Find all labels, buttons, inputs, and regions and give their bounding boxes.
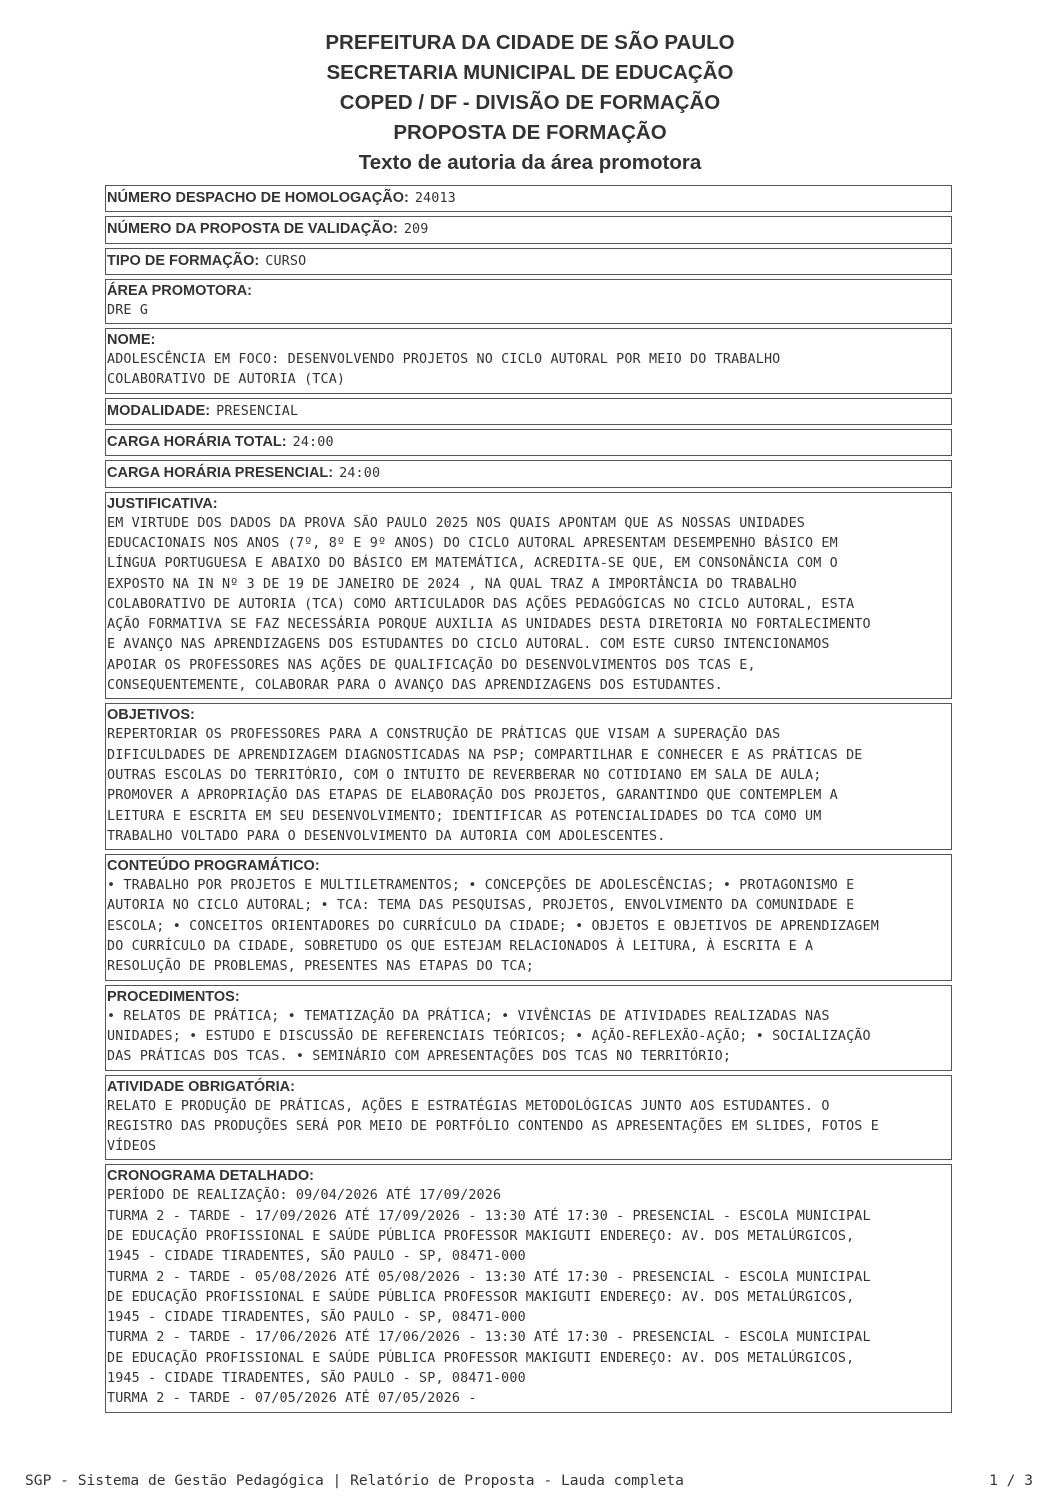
field-despacho <box>105 185 952 212</box>
field-label: OBJETIVOS: <box>107 707 195 724</box>
field-label: CRONOGRAMA DETALHADO: <box>107 1168 315 1185</box>
field-label: NÚMERO DESPACHO DE HOMOLOGAÇÃO: <box>107 190 409 206</box>
field-value: REPERTORIAR OS PROFESSORES PARA A CONSTRUÇÃO DE PRÁTICAS QUE VISAM A SUPERAÇÃO DAS DIFICULDADES DE APRENDIZAGEM DIAGNOSTICADAS NA PSP; COMPARTILHAR E CONHECER E AS PRÁTICAS DE OUTRAS ESCOLAS DO TERRITÓRIO, COM O INTUITO DE REVERBERAR NO COTIDIANO EM SALA DE AULA; PROMOVER A APROPRIAÇÃO DAS ETAPAS DE ELABORAÇÃO DOS PROJETOS, GARANTINDO QUE CONTEMPLEM A LEITURA E ESCRITA EM SEU DESENVOLVIMENTO; IDENTIFICAR AS POTENCIALIDADES DO TCA COMO UM TRABALHO VOLTADO PARA O DESENVOLVIMENTO DA AUTORIA COM ADOLESCENTES. <box>107 727 863 844</box>
field-label: PROCEDIMENTOS: <box>107 988 240 1005</box>
field-tipo <box>105 248 952 275</box>
page-number: 1 / 3 <box>989 1472 1033 1489</box>
field-label: CONTEÚDO PROGRAMÁTICO: <box>107 858 320 875</box>
document-header <box>0 28 1060 178</box>
header-line-secretaria: SECRETARIA MUNICIPAL DE EDUCAÇÃO <box>326 61 734 84</box>
field-value: • TRABALHO POR PROJETOS E MULTILETRAMENTOS; • CONCEPÇÕES DE ADOLESCÊNCIAS; • PROTAGONISMO E AUTORIA NO CICLO AUTORAL; • TCA: TEMA DAS PESQUISAS, PROJETOS, ENVOLVIMENTO DA COMUNIDADE E ESCOLA; • CONCEITOS ORIENTADORES DO CURRÍCULO DA CIDADE; • OBJETOS E OBJETIVOS DE APRENDIZAGEM DO CURRÍCULO DA CIDADE, SOBRETUDO OS QUE ESTEJAM RELACIONADOS À LEITURA, À ESCRITA E A RESOLUÇÃO DE PROBLEMAS, PRESENTES NAS ETAPAS DO TCA; <box>107 878 879 975</box>
header-line-coped: COPED / DF - DIVISÃO DE FORMAÇÃO <box>339 91 721 114</box>
field-value: 209 <box>403 222 429 238</box>
header-line-proposta: PROPOSTA DE FORMAÇÃO <box>393 121 667 144</box>
proposal-fields <box>105 185 952 1417</box>
field-label: MODALIDADE: <box>107 402 211 419</box>
field-carga-total <box>105 429 952 456</box>
header-line-autoria: Texto de autoria da área promotora <box>358 151 702 174</box>
field-value: RELATO E PRODUÇÃO DE PRÁTICAS, AÇÕES E ESTRATÉGIAS METODOLÓGICAS JUNTO AOS ESTUDANTES. O REGISTRO DAS PRODUÇÕES SERÁ POR MEIO DE PORTFÓLIO CONTENDO AS APRESENTAÇÕES EM SLIDES, FOTOS E VÍDEOS <box>107 1098 879 1155</box>
field-value: EM VIRTUDE DOS DADOS DA PROVA SÃO PAULO 2025 NOS QUAIS APONTAM QUE AS NOSSAS UNIDADES EDUCACIONAIS NOS ANOS (7º, 8º E 9º ANOS) DO CICLO AUTORAL APRESENTAM DESEMPENHO BÁSICO EM LÍNGUA PORTUGUESA E ABAIXO DO BÁSICO EM MATEMÁTICA, ACREDITA-SE QUE, EM CONSONÂNCIA COM O EXPOSTO NA IN Nº 3 DE 19 DE JANEIRO DE 2024 , NA QUAL TRAZ A IMPORTÂNCIA DO TRABALHO COLABORATIVO DE AUTORIA (TCA) COMO ARTICULADOR DAS AÇÕES PEDAGÓGICAS NO CICLO AUTORAL, ESTA AÇÃO FORMATIVA SE FAZ NECESSÁRIA PORQUE AUXILIA AS UNIDADES DESTA DIRETORIA NO FORTALECIMENTO E AVANÇO NAS APRENDIZAGENS DOS ESTUDANTES DO CICLO AUTORAL. COM ESTE CURSO INTENCIONAMOS APOIAR OS PROFESSORES NAS AÇÕES DE QUALIFICAÇÃO DO DESENVOLVIMENTOS DOS TCAS E, CONSEQUENTEMENTE, COLABORAR PARA O AVANÇO DAS APRENDIZAGENS DOS ESTUDANTES. <box>107 515 871 694</box>
field-procedimentos <box>105 985 952 1071</box>
field-label: NOME: <box>107 332 156 349</box>
field-label: CARGA HORÁRIA PRESENCIAL: <box>107 465 334 482</box>
field-label: JUSTIFICATIVA: <box>107 495 218 512</box>
field-nome <box>105 328 952 394</box>
field-justificativa <box>105 492 952 700</box>
field-objetivos <box>105 703 952 850</box>
footer-text: SGP - Sistema de Gestão Pedagógica | Relatório de Proposta - Lauda completa <box>25 1472 684 1489</box>
field-value: CURSO <box>265 253 307 269</box>
field-conteudo-programatico <box>105 854 952 980</box>
field-value: ADOLESCÊNCIA EM FOCO: DESENVOLVENDO PROJETOS NO CICLO AUTORAL POR MEIO DO TRABALHO COLABORATIVO DE AUTORIA (TCA) <box>107 352 781 388</box>
field-value: DRE G <box>107 302 149 318</box>
field-cronograma <box>105 1164 952 1412</box>
field-label: ATIVIDADE OBRIGATÓRIA: <box>107 1078 295 1095</box>
field-value: • RELATOS DE PRÁTICA; • TEMATIZAÇÃO DA PRÁTICA; • VIVÊNCIAS DE ATIVIDADES REALIZADAS NAS UNIDADES; • ESTUDO E DISCUSSÃO DE REFERENCIAIS TEÓRICOS; • AÇÃO-REFLEXÃO-AÇÃO; • SOCIALIZAÇÃO DAS PRÁTICAS DOS TCAS. • SEMINÁRIO COM APRESENTAÇÕES DOS TCAS NO TERRITÓRIO; <box>107 1008 871 1065</box>
page-footer <box>25 1472 1033 1489</box>
field-atividade-obrigatoria <box>105 1075 952 1161</box>
field-label: ÁREA PROMOTORA: <box>107 282 252 299</box>
field-value: PRESENCIAL <box>216 403 299 419</box>
field-value: 24:00 <box>339 466 381 482</box>
field-area-promotora <box>105 279 952 324</box>
field-label: CARGA HORÁRIA TOTAL: <box>107 434 287 451</box>
field-carga-presencial <box>105 460 952 487</box>
field-value: PERÍODO DE REALIZAÇÃO: 09/04/2026 ATÉ 17/09/2026 TURMA 2 - TARDE - 17/09/2026 ATÉ 17/09/2026 - 13:30 ATÉ 17:30 - PRESENCIAL - ESCOLA MUNICIPAL DE EDUCAÇÃO PROFISSIONAL E SAÚDE PÚBLICA PROFESSOR MAKIGUTI ENDEREÇO: AV. DOS METALÚRGICOS, 1945 - CIDADE TIRADENTES, SÃO PAULO - SP, 08471-000 TURMA 2 - TARDE - 05/08/2026 ATÉ 05/08/2026 - 13:30 ATÉ 17:30 - PRESENCIAL - ESCOLA MUNICIPAL DE EDUCAÇÃO PROFISSIONAL E SAÚDE PÚBLICA PROFESSOR MAKIGUTI ENDEREÇO: AV. DOS METALÚRGICOS, 1945 - CIDADE TIRADENTES, SÃO PAULO - SP, 08471-000 TURMA 2 - TARDE - 17/06/2026 ATÉ 17/06/2026 - 13:30 ATÉ 17:30 - PRESENCIAL - ESCOLA MUNICIPAL DE EDUCAÇÃO PROFISSIONAL E SAÚDE PÚBLICA PROFESSOR MAKIGUTI ENDEREÇO: AV. DOS METALÚRGICOS, 1945 - CIDADE TIRADENTES, SÃO PAULO - SP, 08471-000 TURMA 2 - TARDE - 07/05/2026 ATÉ 07/05/2026 - <box>107 1188 871 1407</box>
field-label: TIPO DE FORMAÇÃO: <box>107 252 260 269</box>
field-label: NÚMERO DA PROPOSTA DE VALIDAÇÃO: <box>107 221 398 238</box>
header-line-prefeitura: PREFEITURA DA CIDADE DE SÃO PAULO <box>325 31 735 54</box>
field-modalidade <box>105 398 952 425</box>
field-value: 24013 <box>414 191 456 206</box>
field-value: 24:00 <box>292 435 334 451</box>
field-proposta <box>105 216 952 243</box>
